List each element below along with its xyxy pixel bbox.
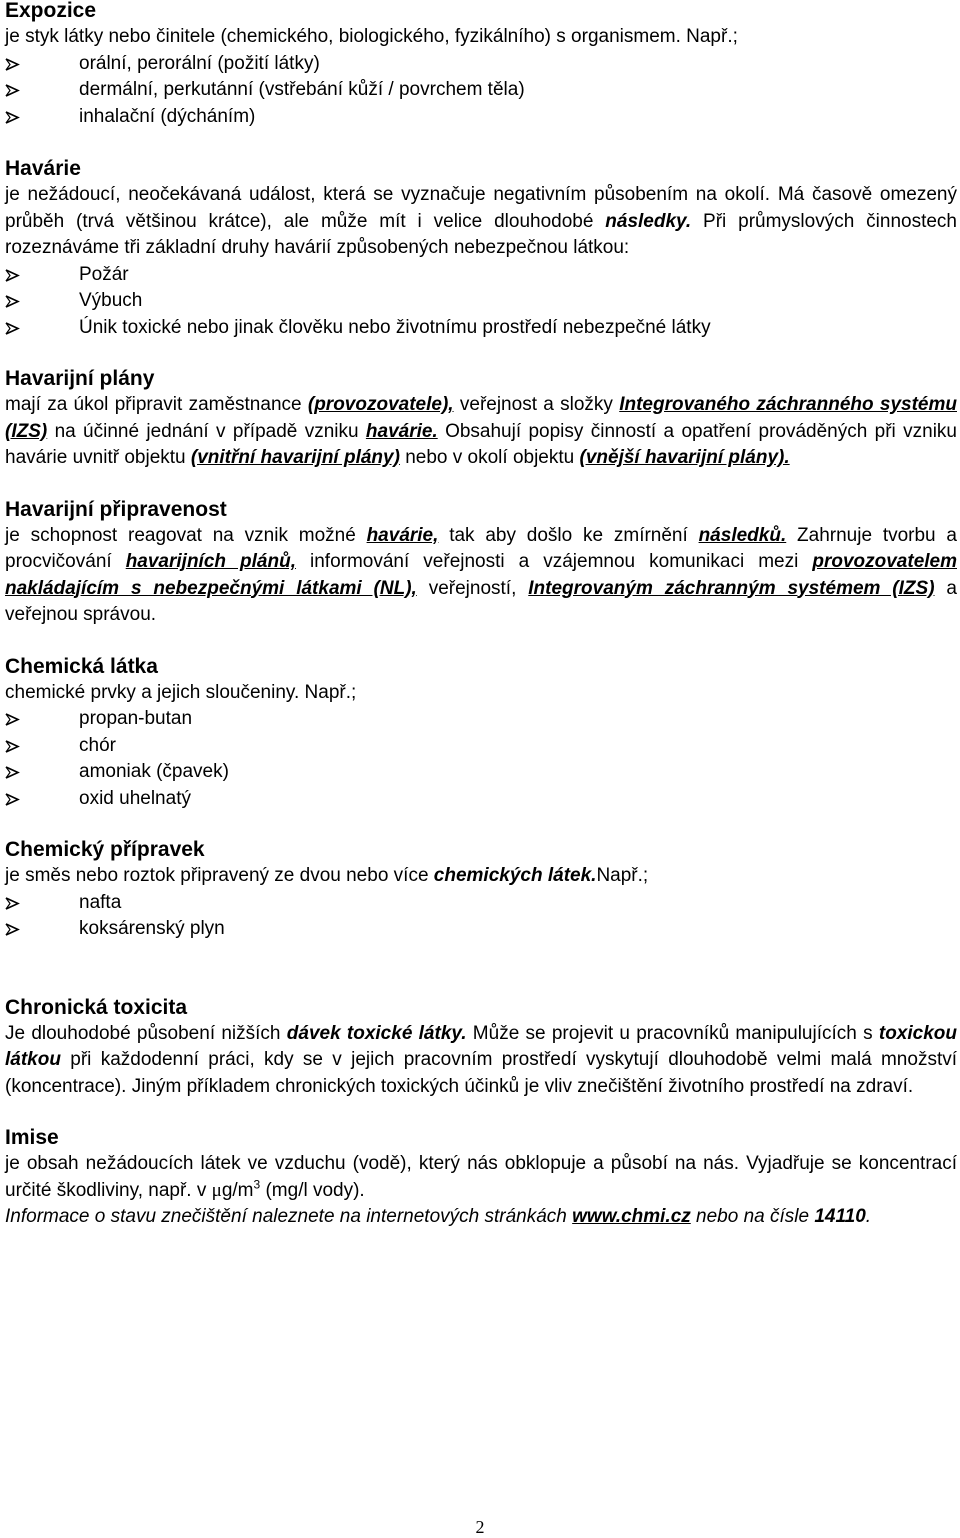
list-item: amoniak (čpavek) bbox=[5, 759, 957, 786]
arrow-bullet-icon bbox=[5, 786, 31, 806]
definition-chemicky-pripravek: je směs nebo roztok připravený ze dvou nebo více chemických látek.Např.; bbox=[5, 865, 649, 886]
list-item: Únik toxické nebo jinak člověku nebo životnímu prostředí nebezpečné látky bbox=[5, 315, 957, 342]
list-chemicka-latka bbox=[5, 706, 957, 812]
heading-chemicky-pripravek: Chemický přípravek bbox=[5, 838, 205, 861]
list-item: Výbuch bbox=[5, 288, 957, 315]
arrow-bullet-icon bbox=[5, 77, 31, 97]
definition-chemicka-latka: chemické prvky a jejich sloučeniny. Např.; bbox=[5, 681, 357, 703]
heading-expozice: Expozice bbox=[5, 0, 97, 22]
list-item: Požár bbox=[5, 262, 957, 289]
definition-expozice: je styk látky nebo činitele (chemického, biologického, fyzikálního) s organismem. Např.; bbox=[5, 26, 738, 47]
section-chemicky-pripravek bbox=[5, 837, 957, 943]
list-item: oxid uhelnatý bbox=[5, 786, 957, 813]
list-item: koksárenský plyn bbox=[5, 916, 957, 943]
list-item: propan-butan bbox=[5, 706, 957, 733]
section-havarijni-pripravenost bbox=[5, 497, 957, 629]
arrow-bullet-icon bbox=[5, 759, 31, 779]
arrow-bullet-icon bbox=[5, 262, 31, 282]
definition-havarijni-pripravenost: je schopnost reagovat na vznik možné havárie, tak aby došlo ke zmírnění následků. Zahrnuje tvorbu a procvičování havarijních plánů, informování veřejnosti a vzájemnou komunikaci mezi provozovatelem nakládajícím s nebezpečnými látkami (NL), veřejností, Integrovaným záchranným systémem (IZS) a veřejnou správou. bbox=[5, 524, 957, 625]
chmi-link[interactable]: www.chmi.cz bbox=[572, 1206, 691, 1227]
definition-imise: je obsah nežádoucích látek ve vzduchu (vodě), který nás obklopuje a působí na nás. Vyjadřuje se koncentrací určité škodliviny, např. v $\mu g/m^3$ (mg/l vody). bbox=[5, 1153, 957, 1201]
list-item: chór bbox=[5, 733, 957, 760]
section-havarie bbox=[5, 156, 957, 341]
arrow-bullet-icon bbox=[5, 51, 31, 71]
heading-havarijni-plany: Havarijní plány bbox=[5, 367, 155, 390]
arrow-bullet-icon bbox=[5, 288, 31, 308]
section-chronicka-toxicita bbox=[5, 995, 957, 1101]
list-item: nafta bbox=[5, 890, 957, 917]
page-number: 2 bbox=[475, 1517, 485, 1537]
list-havarie bbox=[5, 262, 957, 342]
heading-chronicka-toxicita: Chronická toxicita bbox=[5, 995, 188, 1019]
section-havarijni-plany bbox=[5, 366, 957, 472]
heading-havarijni-pripravenost: Havarijní připravenost bbox=[5, 497, 227, 521]
section-expozice bbox=[5, 0, 957, 130]
list-item: inhalační (dýcháním) bbox=[5, 104, 957, 131]
list-item: dermální, perkutánní (vstřebání kůží / povrchem těla) bbox=[5, 77, 957, 104]
definition-havarijni-plany: mají za úkol připravit zaměstnance (provozovatele), veřejnost a složky Integrovaného záchranného systému (IZS) na účinné jednání v případě vzniku havárie. Obsahují popisy činností a opatření prováděných při vzniku havárie uvnitř objektu (vnitřní havarijní plány) nebo v okolí objektu (vnější havarijní plány). bbox=[5, 394, 957, 468]
heading-chemicka-latka: Chemická látka bbox=[5, 654, 158, 678]
list-item: orální, perorální (požití látky) bbox=[5, 51, 957, 78]
heading-imise: Imise bbox=[5, 1126, 59, 1149]
arrow-bullet-icon bbox=[5, 890, 31, 910]
document-page bbox=[5, 0, 957, 1231]
section-chemicka-latka bbox=[5, 654, 957, 813]
info-imise: Informace o stavu znečištění naleznete na internetových stránkách www.chmi.cz nebo na čísle 14110. bbox=[5, 1206, 872, 1227]
arrow-bullet-icon bbox=[5, 104, 31, 124]
section-imise bbox=[5, 1125, 957, 1231]
list-expozice bbox=[5, 51, 957, 131]
definition-chronicka-toxicita: Je dlouhodobé působení nižších dávek toxické látky. Může se projevit u pracovníků manipulujících s toxickou látkou při každodenní práci, kdy se v jejich pracovním prostředí vyskytují dlouhodobě velmi malá množství (koncentrace). Jiným příkladem chronických toxických účinků je vliv znečištění životního prostředí na zdraví. bbox=[5, 1022, 957, 1097]
arrow-bullet-icon bbox=[5, 706, 31, 726]
arrow-bullet-icon bbox=[5, 733, 31, 753]
list-chemicky-pripravek bbox=[5, 890, 957, 943]
arrow-bullet-icon bbox=[5, 916, 31, 936]
heading-havarie: Havárie bbox=[5, 157, 81, 180]
definition-havarie: je nežádoucí, neočekávaná událost, která se vyznačuje negativním působením na okolí. Má časově omezený průběh (trvá většinou krátce), ale může mít i velice dlouhodobé následky. Při průmyslových činnostech rozeznáváme tři základní druhy havárií způsobených nebezpečnou látkou: bbox=[5, 184, 957, 258]
arrow-bullet-icon bbox=[5, 315, 31, 335]
